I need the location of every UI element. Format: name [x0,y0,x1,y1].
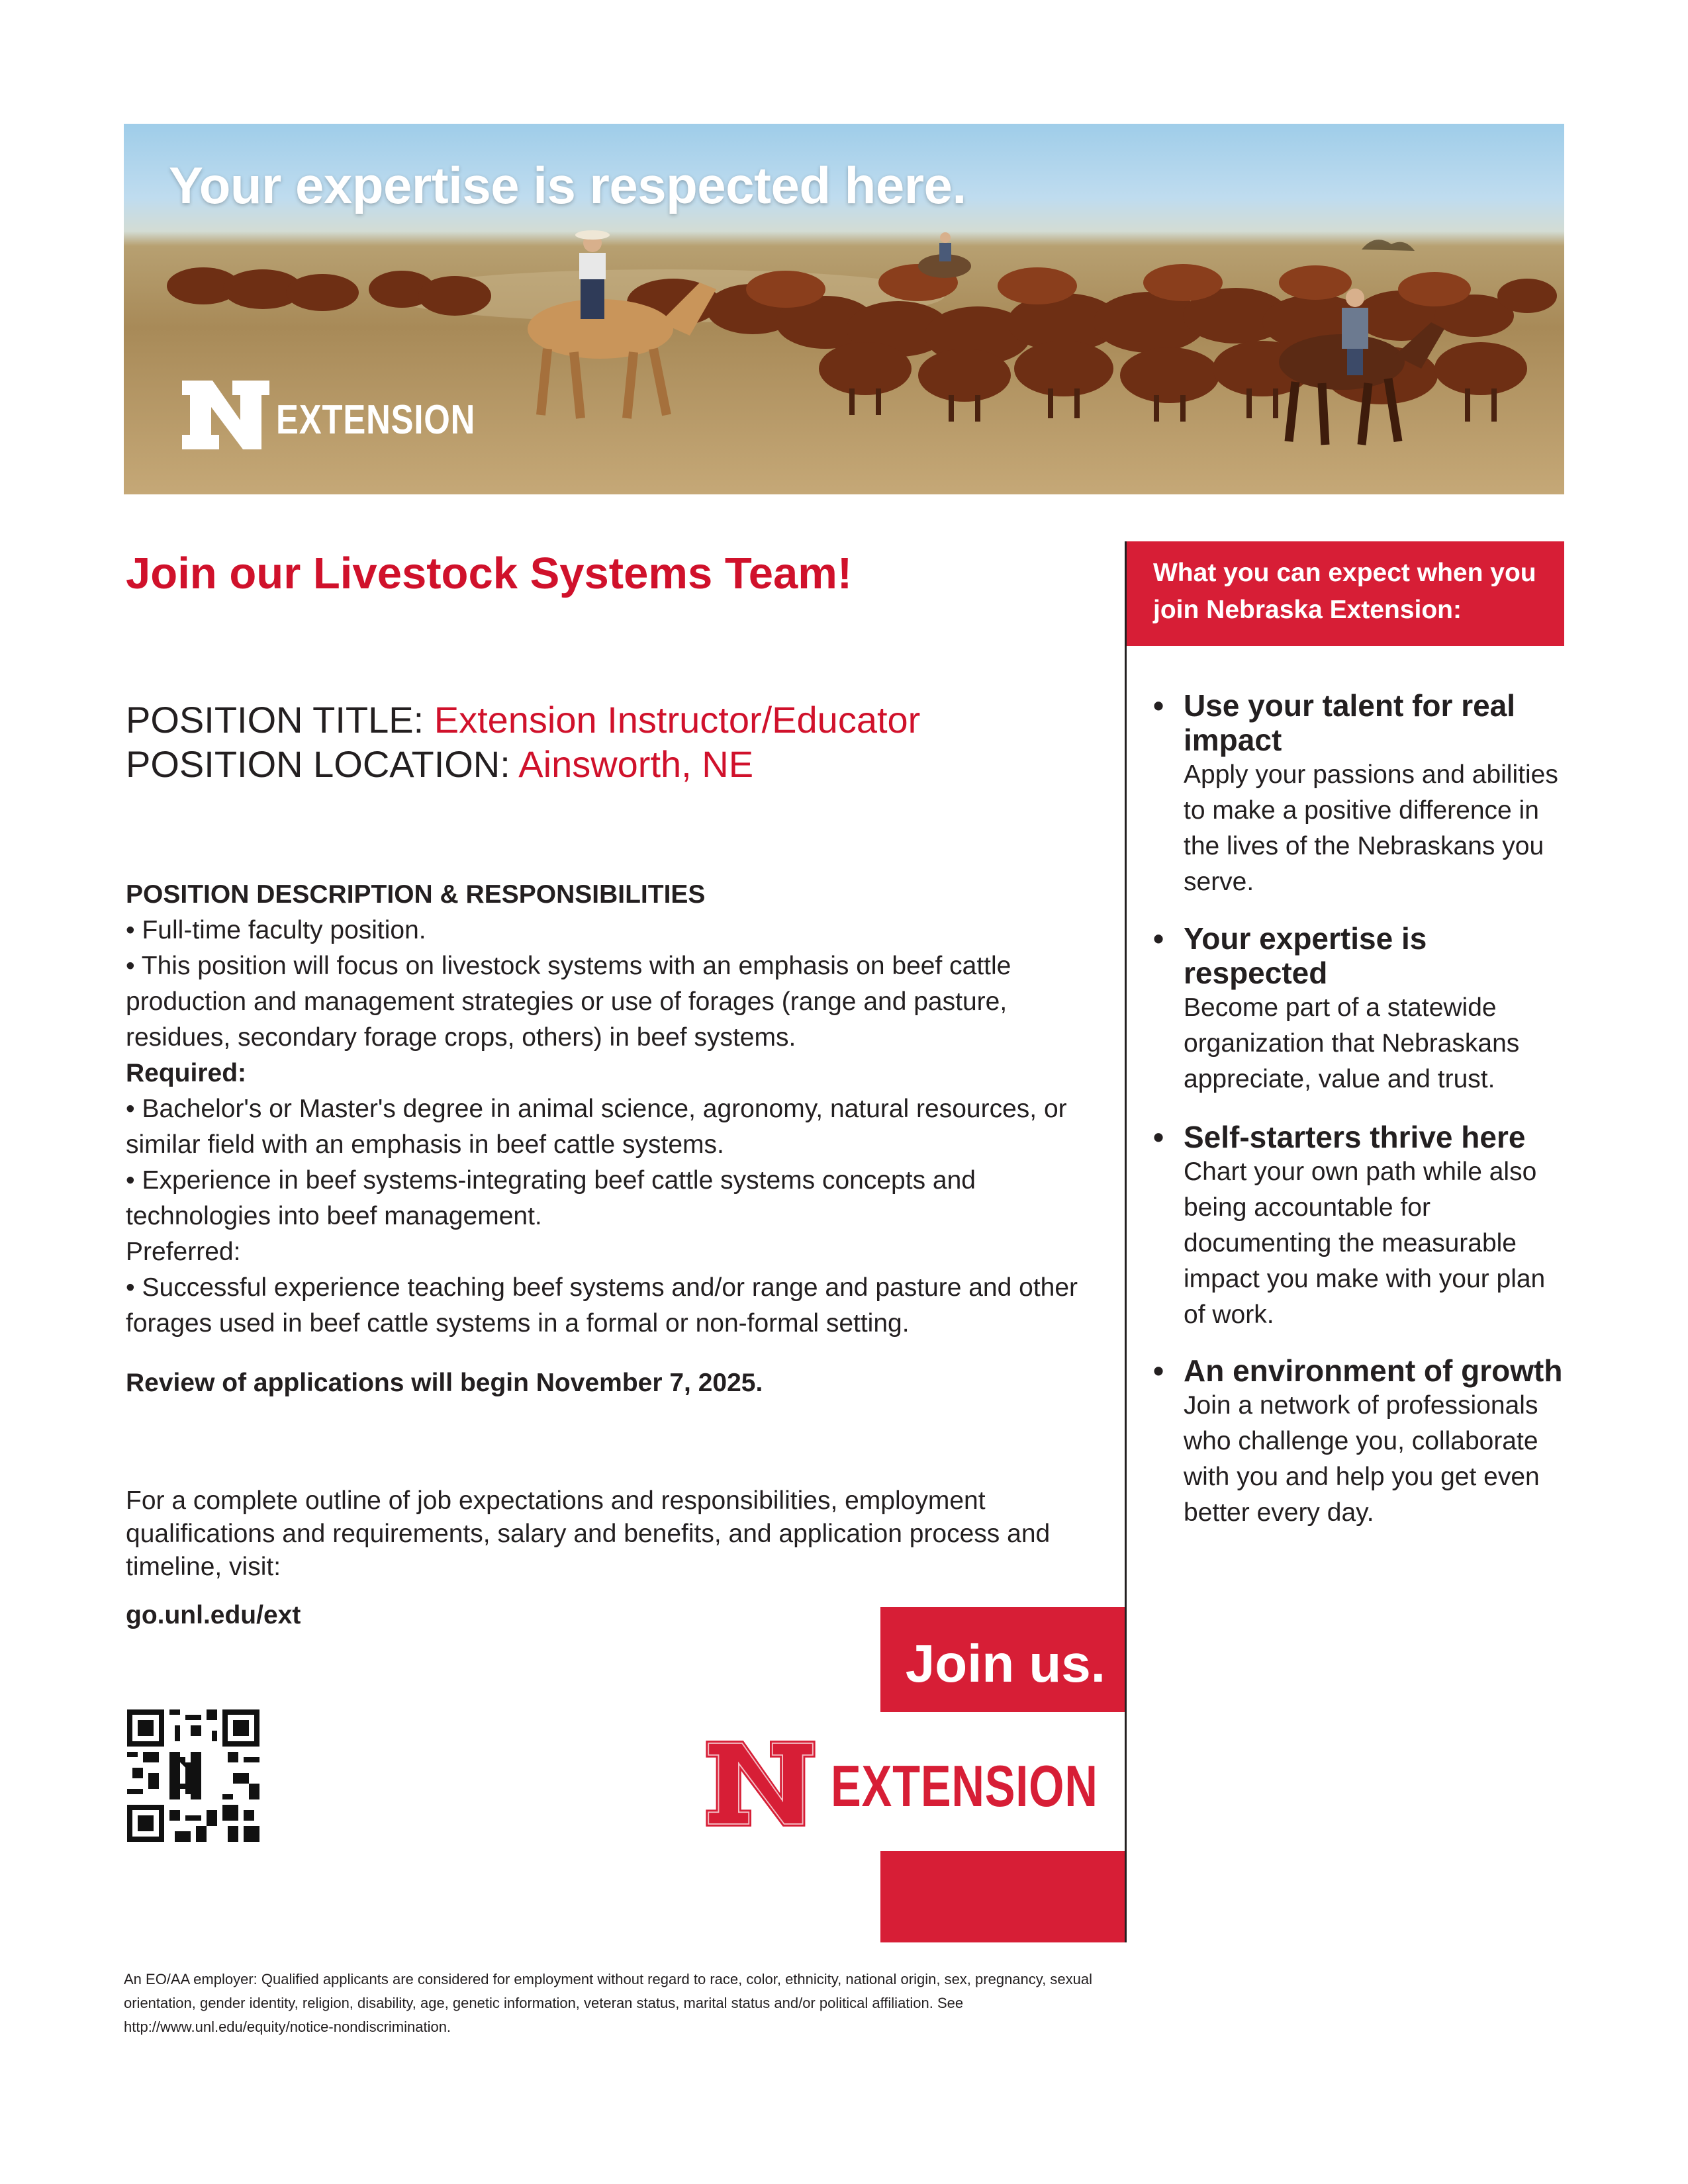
benefit-title: Use your talent for real impact [1184,688,1516,757]
hero-banner [124,124,1564,494]
benefit-text: Chart your own path while also being accountable for documenting the measurable impact you make with your plan of work. [1184,1158,1546,1329]
benefit-title: Self-starters thrive here [1184,1120,1526,1154]
job-url-link[interactable]: go.unl.edu/ext [126,1601,301,1629]
sidebar-benefit-item [1153,1120,1570,1333]
position-title-value: Extension Instructor/Educator [434,699,921,741]
sidebar-benefit-item [1153,688,1570,900]
benefit-text: Join a network of professionals who challenge you, collaborate with you and help you get even better every day. [1184,1391,1540,1527]
join-us-label: Join us. [905,1634,1105,1693]
benefit-title: An environment of growth [1184,1353,1563,1388]
preferred-label: Preferred: [126,1238,241,1266]
page-headline: Join our Livestock Systems Team! [126,549,853,598]
required-item: • Experience in beef systems-integrating beef cattle systems concepts and technologies into beef management. [126,1166,976,1230]
review-date-notice: Review of applications will begin November 7, 2025. [126,1369,763,1397]
outline-text: For a complete outline of job expectations and responsibilities, employment qualifications and requirements, salary and benefits, and application process and timeline, visit: [126,1486,1051,1581]
eeo-disclaimer: An EO/AA employer: Qualified applicants are considered for employment without regard to race, color, ethnicity, national origin, sex, pregnancy, sexual orientation, gender identity, religion, disability, age, genetic information, veteran status, marital status and/or political affiliation. See http://www.unl.edu/equity/notice-nondiscrimination. [124,1971,1092,2035]
description-item: • This position will focus on livestock systems with an emphasis on beef cattle production and management strategies or use of forages (range and pasture, residues, secondary forage crops, others) in beef systems. [126,952,1011,1052]
position-location-value: Ainsworth, NE [518,743,754,785]
nebraska-n-logo [179,378,272,452]
position-location [126,743,753,786]
description-item: • Full-time faculty position. [126,916,426,944]
position-location-label: POSITION LOCATION: [126,743,519,785]
sidebar-benefit-item [1153,921,1570,1097]
extension-wordmark: EXTENSION [831,1753,1098,1819]
qr-code[interactable] [127,1709,259,1842]
join-us-footer-bar [880,1851,1125,1942]
bullet-icon: • [1153,688,1164,723]
nebraska-n-logo-red [702,1731,820,1837]
hero-extension-wordmark: EXTENSION [276,397,476,443]
bullet-icon: • [1153,1353,1164,1388]
position-title-label: POSITION TITLE: [126,699,434,741]
sidebar-heading: What you can expect when you join Nebraska Extension: [1153,559,1536,624]
hero-title: Your expertise is respected here. [169,156,966,214]
benefit-title: Your expertise is respected [1184,921,1427,990]
required-label: Required: [126,1059,247,1087]
bullet-icon: • [1153,921,1164,956]
description-heading: POSITION DESCRIPTION & RESPONSIBILITIES [126,880,706,909]
position-title [126,698,920,741]
benefit-text: Apply your passions and abilities to make a positive difference in the lives of the Nebraskans you serve. [1184,760,1558,896]
benefit-text: Become part of a statewide organization that Nebraskans appreciate, value and trust. [1184,993,1520,1093]
sidebar-benefit-item [1153,1353,1570,1531]
sidebar-divider [1125,541,1127,1942]
preferred-item: • Successful experience teaching beef systems and/or range and pasture and other forages used in beef cattle systems in a formal or non-formal setting. [126,1273,1078,1338]
required-item: • Bachelor's or Master's degree in animal science, agronomy, natural resources, or similar field with an emphasis in beef cattle systems. [126,1095,1067,1159]
position-description [126,877,1092,1342]
bullet-icon: • [1153,1120,1164,1154]
